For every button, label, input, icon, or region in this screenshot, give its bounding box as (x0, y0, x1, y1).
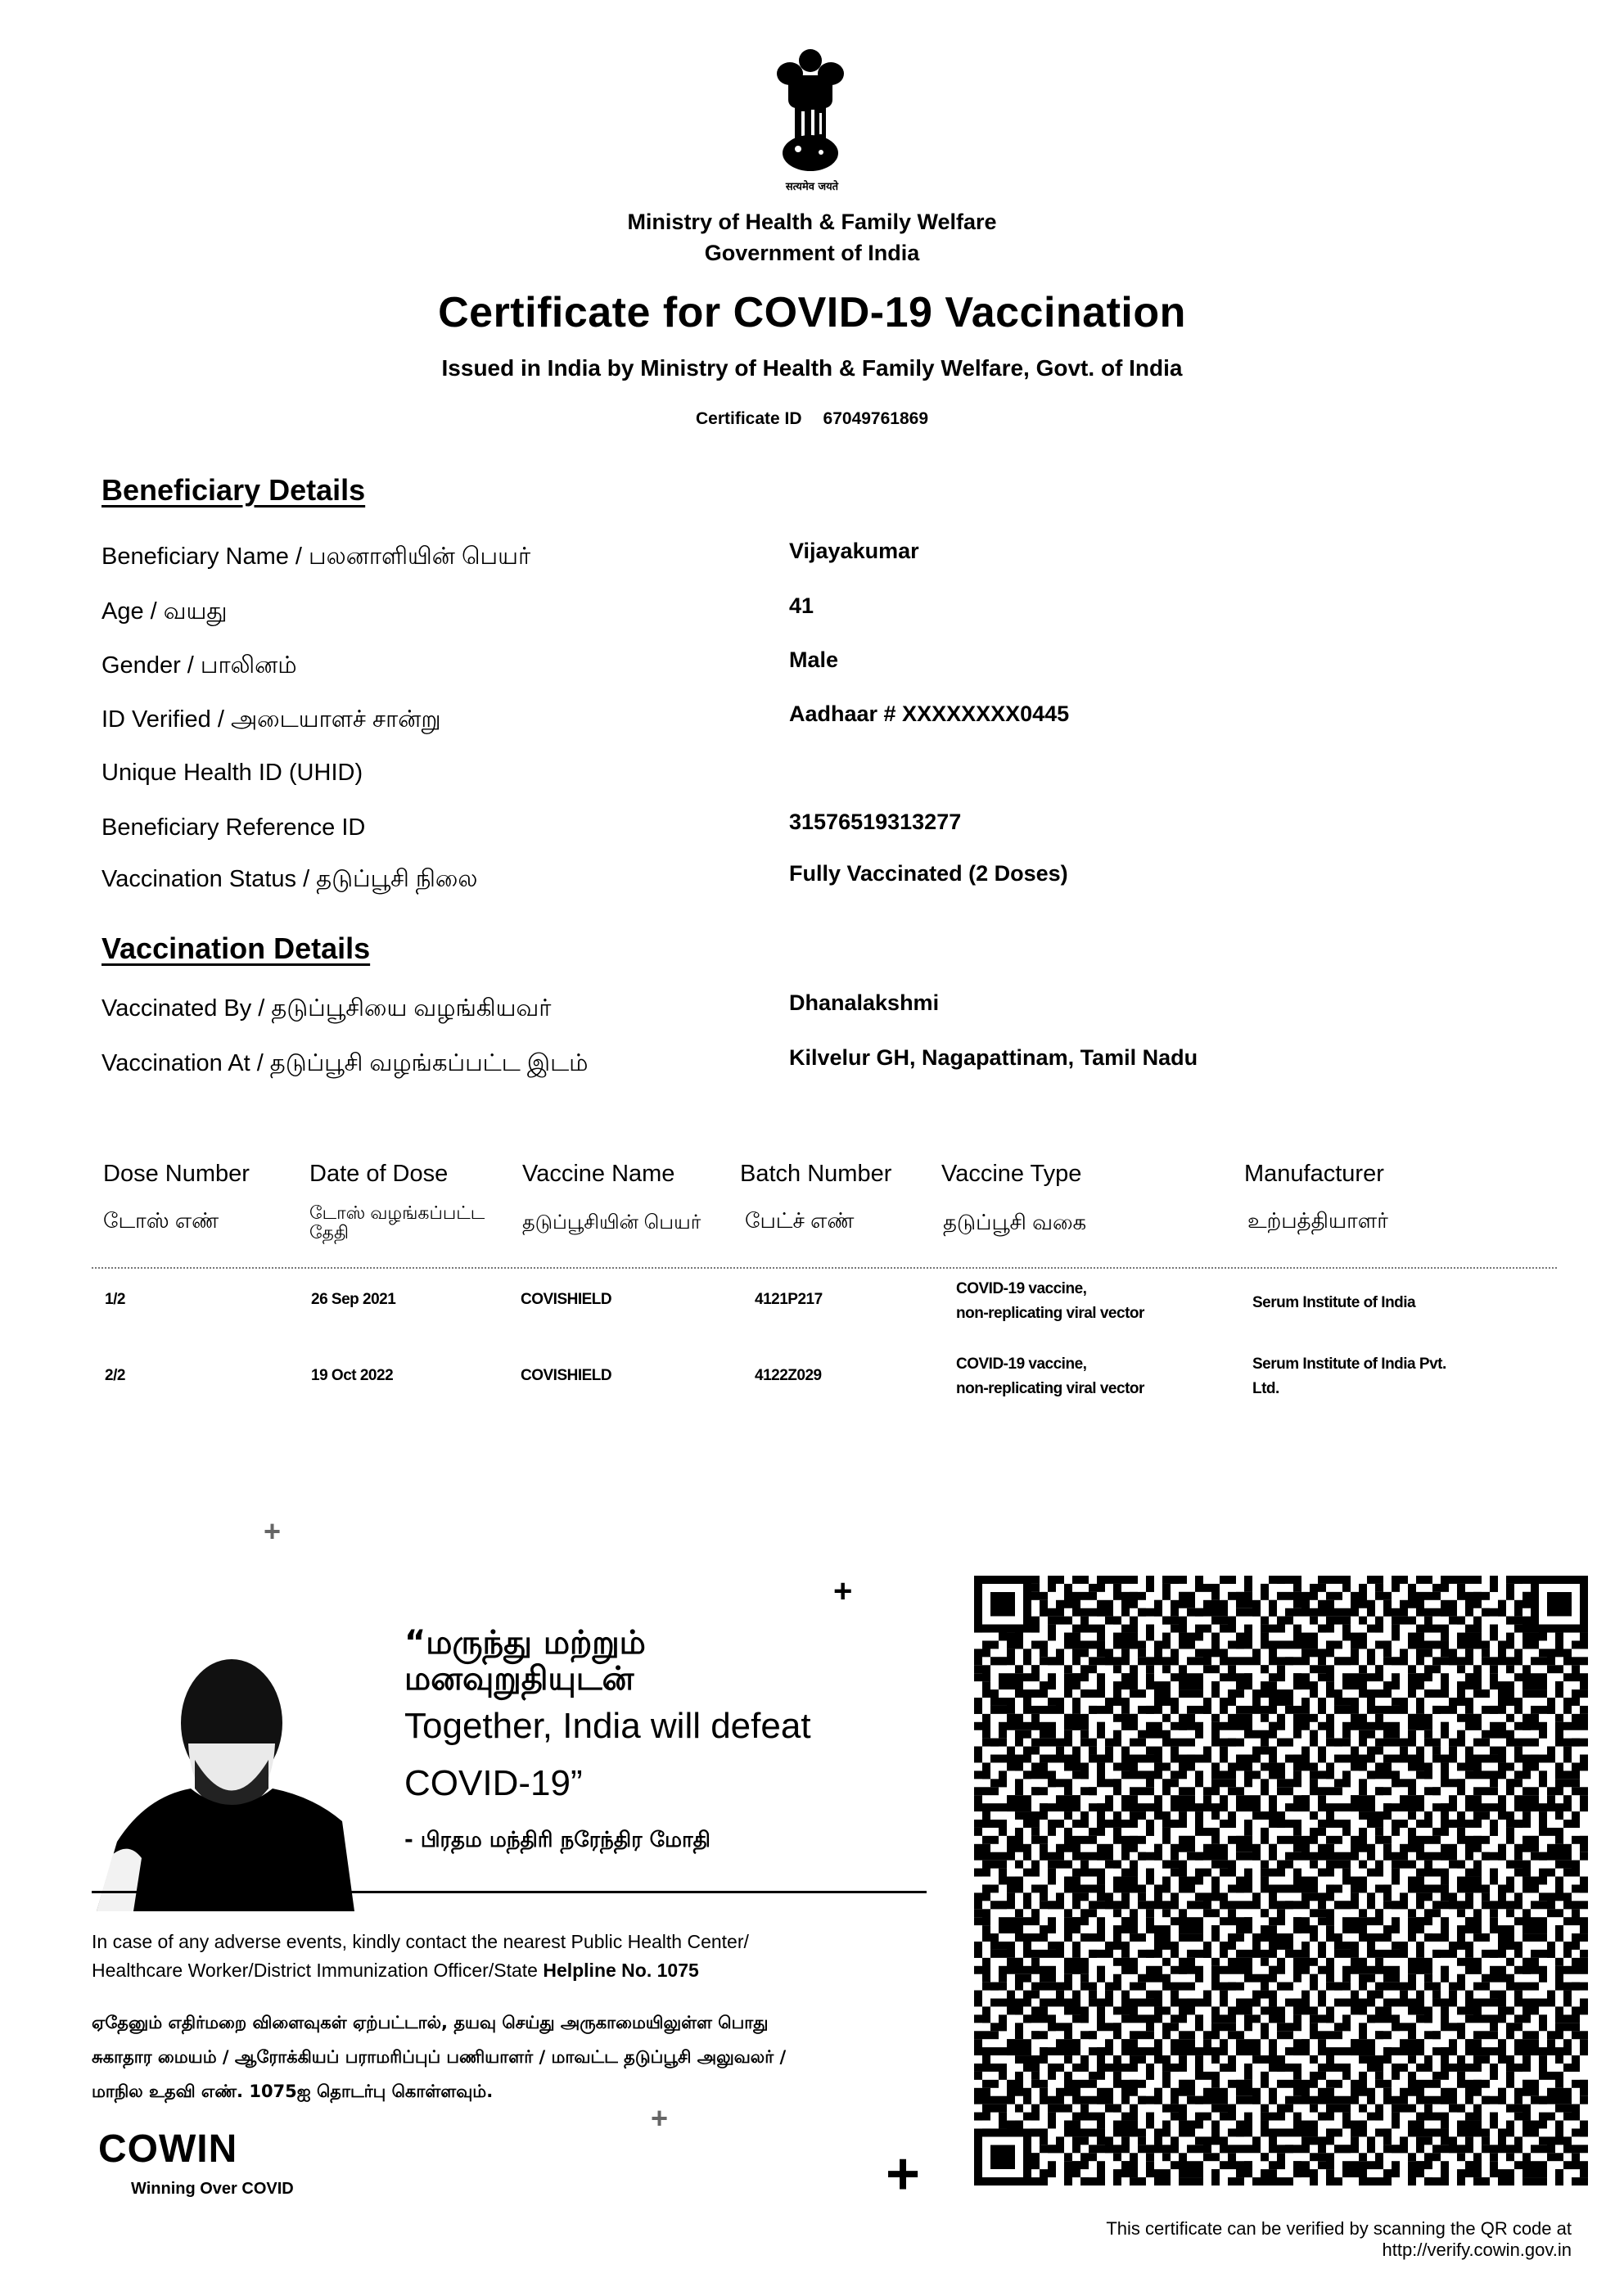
vaccination-at-row (102, 1045, 1493, 1099)
dose-number: 2/2 (105, 1367, 125, 1384)
field-label: Vaccination At / தடுப்பூசி வழங்கப்பட்ட இடம் (102, 1050, 589, 1076)
vaccine-type-line-2: non-replicating viral vector (956, 1305, 1144, 1322)
vaccine-name: COVISHIELD (521, 1291, 612, 1308)
plus-decoration-icon: + (264, 1514, 282, 1548)
beneficiary-details-heading: Beneficiary Details (102, 473, 366, 507)
advisory-tamil (92, 2005, 959, 2109)
field-label: Unique Health ID (UHID) (102, 760, 363, 786)
quote-tamil-line-1: “மருந்து மற்றும் (404, 1624, 646, 1662)
banner-divider (92, 1891, 927, 1893)
reference-id-row (102, 810, 1493, 864)
vaccine-type (956, 1277, 1144, 1326)
dose-date: 26 Sep 2021 (311, 1291, 396, 1308)
quote-english (404, 1698, 811, 1812)
emblem-motto: सत्यमेव जयते (785, 181, 839, 193)
manufacturer-line-2: Ltd. (1252, 1380, 1279, 1397)
verification-url[interactable]: http://verify.cowin.gov.in (1382, 2240, 1572, 2260)
gender-row (102, 647, 1493, 701)
column-header-dose-number-ta: டோஸ் எண் (103, 1208, 219, 1233)
national-emblem-icon (765, 43, 855, 178)
vaccination-status-value: Fully Vaccinated (2 Doses) (789, 861, 1068, 886)
vaccinated-by-value: Dhanalakshmi (789, 990, 940, 1015)
ministry-line-1: Ministry of Health & Family Welfare (627, 210, 997, 234)
advisory-english-line-2 (92, 1956, 951, 1985)
uhid-row (102, 760, 1493, 809)
manufacturer (1252, 1291, 1415, 1315)
plus-decoration-icon: + (651, 2101, 669, 2135)
vaccine-type-line-1: COVID-19 vaccine, (956, 1280, 1087, 1297)
plus-decoration-icon: + (886, 2141, 921, 2207)
quote-english-line-1: Together, India will defeat (404, 1706, 811, 1746)
plus-decoration-icon: + (833, 1573, 853, 1609)
dose-row-1 (0, 1273, 1624, 1338)
age-value: 41 (789, 593, 814, 618)
field-label: Beneficiary Name / பலனாளியின் பெயர் (102, 544, 531, 570)
column-header-date-of-dose: Date of Dose (309, 1161, 449, 1187)
vaccine-type (956, 1352, 1144, 1401)
table-separator (92, 1267, 1557, 1269)
reference-id-value: 31576519313277 (789, 810, 962, 834)
manufacturer-line-1: Serum Institute of India (1252, 1294, 1416, 1311)
column-header-vaccine-type-ta: தடுப்பூசி வகை (943, 1210, 1087, 1234)
quote-english-line-2: COVID-19” (404, 1763, 583, 1803)
dose-date: 19 Oct 2022 (311, 1367, 394, 1384)
beneficiary-name-value: Vijayakumar (789, 539, 919, 563)
advisory-tamil-line-2: சுகாதார மையம் / ஆரோக்கியப் பராமரிப்புப் பணியாளர் / மாவட்ட தடுப்பூசி அலுவலர் / (92, 2047, 787, 2067)
quote-attribution: - பிரதம மந்திரி நரேந்திர மோதி (404, 1828, 710, 1852)
vaccination-details-heading: Vaccination Details (102, 931, 371, 965)
column-header-batch-number-ta: பேட்ச் எண் (745, 1208, 855, 1233)
verification-text: This certificate can be verified by scanning the QR code at (1106, 2218, 1572, 2239)
quote-tamil (404, 1625, 646, 1697)
column-header-dose-number: Dose Number (103, 1161, 250, 1187)
certificate-id (0, 409, 1624, 429)
cowin-tagline: Winning Over COVID (131, 2180, 294, 2198)
advisory-text: Healthcare Worker/District Immunization Officer/State (92, 1960, 544, 1981)
advisory-english (92, 1928, 951, 1985)
quote-tamil-line-2: மனவுறுதியுடன் (404, 1660, 634, 1698)
gender-value: Male (789, 647, 839, 672)
column-header-date-of-dose-ta: டோஸ் வழங்கப்பட்ட தேதி (309, 1202, 485, 1243)
advisory-english-line-1: In case of any adverse events, kindly contact the nearest Public Health Center/ (92, 1931, 749, 1952)
vaccine-name: COVISHIELD (521, 1367, 612, 1384)
vaccination-status-row (102, 861, 1493, 915)
column-header-vaccine-name: Vaccine Name (522, 1161, 675, 1187)
verification-note (941, 2218, 1572, 2261)
beneficiary-name-row (102, 539, 1493, 593)
qr-code-icon[interactable] (974, 1576, 1588, 2185)
manufacturer-line-1: Serum Institute of India Pvt. (1252, 1355, 1446, 1373)
field-label: ID Verified / அடையாளச் சான்று (102, 706, 441, 733)
column-header-vaccine-type: Vaccine Type (941, 1161, 1082, 1187)
ministry-line-2: Government of India (704, 241, 920, 265)
field-label: Vaccinated By / தடுப்பூசியை வழங்கியவர் (102, 995, 552, 1022)
age-row (102, 593, 1493, 647)
column-header-vaccine-name-ta: தடுப்பூசியின் பெயர் (522, 1211, 701, 1234)
manufacturer (1252, 1352, 1446, 1401)
cowin-logo: COWIN (98, 2127, 238, 2171)
field-label: Gender / பாலினம் (102, 652, 297, 679)
prime-minister-portrait (97, 1645, 367, 1911)
column-header-batch-number: Batch Number (740, 1161, 892, 1187)
batch-number: 4121P217 (755, 1291, 823, 1308)
certificate-id-label: Certificate ID (695, 409, 802, 428)
advisory-tamil-line-1: ஏதேனும் எதிர்மறை விளைவுகள் ஏற்பட்டால், தயவு செய்து அருகாமையிலுள்ள பொது (92, 2013, 769, 2032)
field-label: Vaccination Status / தடுப்பூசி நிலை (102, 866, 478, 892)
batch-number: 4122Z029 (755, 1367, 822, 1384)
column-header-manufacturer-ta: உற்பத்தியாளர் (1247, 1208, 1388, 1233)
dose-number: 1/2 (105, 1291, 125, 1308)
id-verified-value: Aadhaar # XXXXXXXX0445 (789, 701, 1070, 726)
vaccinated-by-row (102, 990, 1493, 1044)
vaccine-type-line-1: COVID-19 vaccine, (956, 1355, 1087, 1373)
dose-row-2 (0, 1349, 1624, 1414)
vaccine-type-line-2: non-replicating viral vector (956, 1380, 1144, 1397)
vaccination-at-value: Kilvelur GH, Nagapattinam, Tamil Nadu (789, 1045, 1198, 1070)
field-label: Beneficiary Reference ID (102, 814, 366, 841)
id-verified-row (102, 701, 1493, 756)
certificate-title: Certificate for COVID-19 Vaccination (438, 289, 1186, 336)
issued-by: Issued in India by Ministry of Health & Family Welfare, Govt. of India (441, 355, 1183, 381)
column-header-manufacturer: Manufacturer (1244, 1161, 1384, 1187)
helpline-number: Helpline No. 1075 (543, 1960, 699, 1981)
advisory-tamil-line-3: மாநில உதவி எண். 1075ஐ தொடர்பு கொள்ளவும். (92, 2082, 494, 2101)
certificate-id-value: 67049761869 (823, 409, 929, 428)
ministry-name (0, 206, 1624, 268)
field-label: Age / வயது (102, 598, 228, 625)
